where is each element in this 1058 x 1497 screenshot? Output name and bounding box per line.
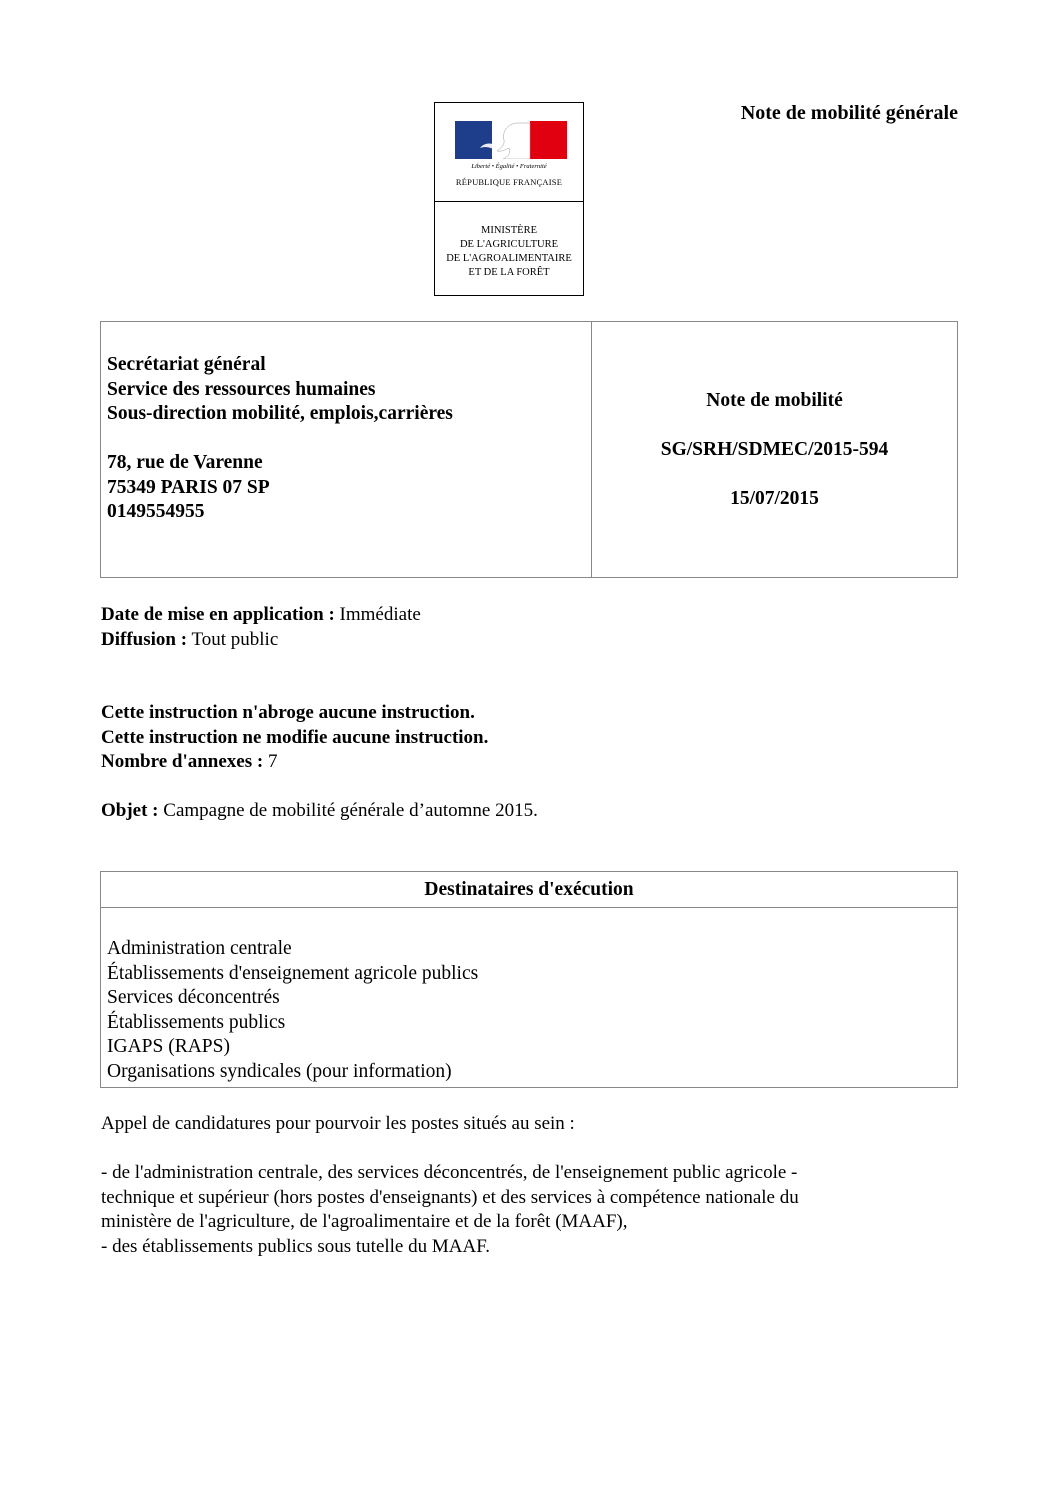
objet-line (101, 799, 538, 824)
instruction-meta (101, 701, 488, 775)
ministere-name (435, 224, 583, 280)
abroge-statement: Cette instruction n'abroge aucune instruction. (101, 702, 475, 723)
sender-address-street: 78, rue de Varenne (107, 452, 263, 473)
sender-line: Secrétariat général (107, 354, 266, 375)
ministere-line: ET DE LA FORÊT (468, 267, 550, 278)
objet-label: Objet : (101, 800, 159, 821)
list-item: Organisations syndicales (pour information) (107, 1060, 452, 1082)
list-item: IGAPS (RAPS) (107, 1036, 230, 1057)
application-label: Date de mise en application : (101, 604, 335, 625)
body-line: ministère de l'agriculture, de l'agroalimentaire et de la forêt (MAAF), (101, 1211, 628, 1232)
republique-francaise-text: RÉPUBLIQUE FRANÇAISE (455, 177, 563, 187)
list-item: Établissements d'enseignement agricole publics (107, 962, 479, 984)
logo-divider (435, 201, 583, 202)
marianne-emblem-icon (455, 121, 567, 159)
sender-info-table (100, 321, 958, 578)
destinataires-header: Destinataires d'exécution (101, 872, 957, 908)
note-reference-block (592, 389, 957, 536)
note-date: 15/07/2015 (730, 488, 819, 509)
sender-line: Service des ressources humaines (107, 378, 376, 400)
sender-block (107, 353, 453, 525)
ministry-logo (434, 102, 584, 296)
list-item: Établissements publics (107, 1011, 286, 1033)
application-meta (101, 603, 421, 652)
sender-address-city: 75349 PARIS 07 SP (107, 476, 270, 498)
objet-value: Campagne de mobilité générale d’automne 2015. (163, 800, 538, 821)
destinataires-table (100, 871, 958, 1088)
devise-text: Liberté • Égalité • Fraternité (471, 163, 547, 170)
list-item: Administration centrale (107, 938, 292, 959)
annexes-label: Nombre d'annexes : (101, 751, 264, 772)
diffusion-label: Diffusion : (101, 628, 188, 650)
body-paragraph (101, 1161, 799, 1259)
appel-candidatures: Appel de candidatures pour pourvoir les postes situés au sein : (101, 1113, 575, 1134)
note-type: Note de mobilité (706, 390, 843, 411)
ministere-line: DE L'AGROALIMENTAIRE (446, 253, 572, 264)
body-line: - de l'administration centrale, des services déconcentrés, de l'enseignement public agricole - (101, 1162, 798, 1183)
diffusion-value: Tout public (191, 628, 279, 650)
modifie-statement: Cette instruction ne modifie aucune instruction. (101, 726, 489, 748)
ministere-line: MINISTÈRE (481, 225, 537, 236)
note-reference: SG/SRH/SDMEC/2015-594 (660, 439, 889, 460)
destinataires-list (107, 937, 478, 1084)
body-line: technique et supérieur (hors postes d'enseignants) et des services à compétence nationale du (101, 1186, 799, 1208)
body-line: - des établissements publics sous tutelle du MAAF. (101, 1235, 490, 1257)
list-item: Services déconcentrés (107, 987, 280, 1008)
annexes-value: 7 (267, 751, 278, 772)
document-title: Note de mobilité générale (740, 102, 958, 124)
ministere-line: DE L'AGRICULTURE (459, 239, 559, 250)
application-value: Immédiate (339, 604, 421, 625)
sender-line: Sous-direction mobilité, emplois,carrières (107, 403, 453, 424)
sender-phone: 0149554955 (107, 501, 205, 522)
